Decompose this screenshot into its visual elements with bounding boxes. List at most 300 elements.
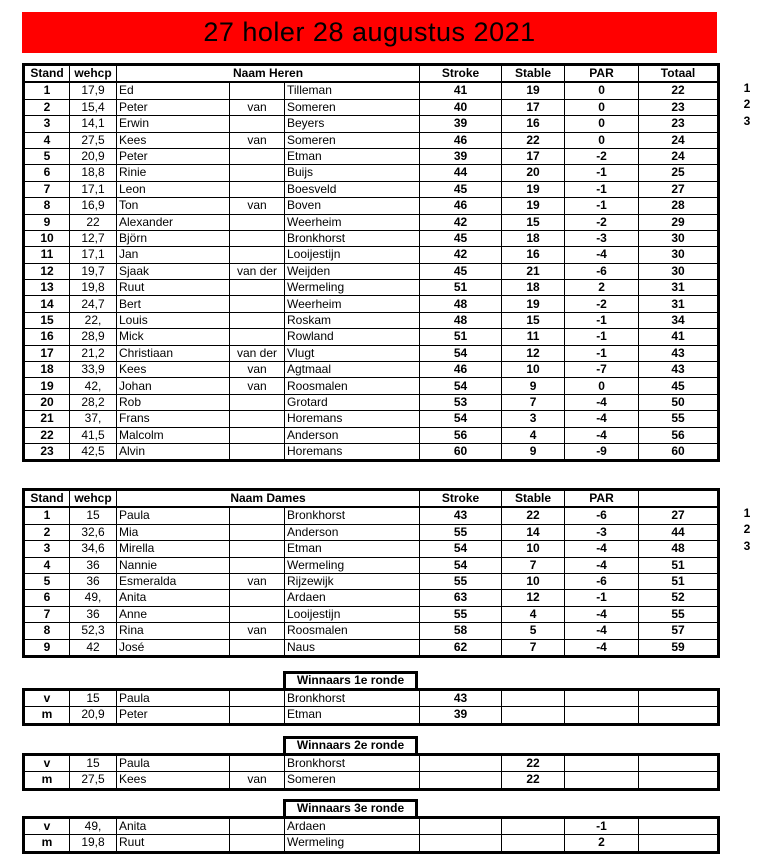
cell-last-name: Naus xyxy=(285,639,420,656)
cell-stable: 10 xyxy=(502,541,565,557)
col-header-stable: Stable xyxy=(502,490,565,508)
cell-last-name: Tilleman xyxy=(285,82,420,99)
rank-number: 2 xyxy=(743,97,751,112)
cell-stroke: 60 xyxy=(420,443,502,460)
cell-first-name: Leon xyxy=(117,181,230,197)
cell-totaal: 31 xyxy=(639,296,719,312)
cell-wehcp: 22 xyxy=(70,214,117,230)
cell-stroke: 55 xyxy=(420,573,502,589)
cell-wehcp: 12,7 xyxy=(70,230,117,246)
table-row xyxy=(24,639,719,656)
table-row xyxy=(24,606,719,622)
cell-stand: 9 xyxy=(24,214,70,230)
cell-par: -4 xyxy=(565,394,639,410)
cell-par: -1 xyxy=(565,345,639,361)
winners-round3-title-label: Winnaars 3e ronde xyxy=(296,801,405,815)
cell-first-name: Ton xyxy=(117,198,230,214)
cell-totaal: 59 xyxy=(639,639,719,656)
col-header-par: PAR xyxy=(565,65,639,83)
cell-stand: 21 xyxy=(24,411,70,427)
cell-wehcp: 33,9 xyxy=(70,362,117,378)
cell-totaal: 57 xyxy=(639,623,719,639)
cell-stable: 14 xyxy=(502,524,565,540)
cell-par: -2 xyxy=(565,296,639,312)
cell-stroke: 54 xyxy=(420,541,502,557)
cell-wehcp: 15 xyxy=(70,507,117,524)
cell-stable: 11 xyxy=(502,329,565,345)
cell-stroke: 44 xyxy=(420,165,502,181)
table-row xyxy=(24,707,719,724)
cell-stand: 17 xyxy=(24,345,70,361)
cell-last-name: Ardaen xyxy=(285,818,420,835)
cell-first-name: Christiaan xyxy=(117,345,230,361)
cell-stable: 7 xyxy=(502,394,565,410)
cell-par: -7 xyxy=(565,362,639,378)
cell-stroke xyxy=(420,835,502,852)
cell-stand: 1 xyxy=(24,507,70,524)
cell-par: -2 xyxy=(565,148,639,164)
cell-wehcp: 36 xyxy=(70,573,117,589)
col-header-naam: Naam Heren xyxy=(117,65,420,83)
cell-stroke: 39 xyxy=(420,148,502,164)
cell-first-name: Paula xyxy=(117,507,230,524)
table-row xyxy=(24,214,719,230)
cell-stable: 4 xyxy=(502,606,565,622)
cell-first-name: Mia xyxy=(117,524,230,540)
cell-last-name: Wermeling xyxy=(285,280,420,296)
cell-first-name: Peter xyxy=(117,148,230,164)
cell-stand: 2 xyxy=(24,99,70,115)
cell-stand: 5 xyxy=(24,573,70,589)
cell-last-name: Buijs xyxy=(285,165,420,181)
cell-stable: 21 xyxy=(502,263,565,279)
cell-name-prefix xyxy=(230,148,285,164)
cell-par xyxy=(565,690,639,707)
cell-par: -1 xyxy=(565,198,639,214)
cell-name-prefix xyxy=(230,507,285,524)
cell-wehcp: 28,9 xyxy=(70,329,117,345)
cell-stroke: 42 xyxy=(420,214,502,230)
cell-last-name: Horemans xyxy=(285,443,420,460)
cell-last-name: Roskam xyxy=(285,312,420,328)
cell-stand: m xyxy=(24,707,70,724)
table-row xyxy=(24,345,719,361)
cell-par: 2 xyxy=(565,835,639,852)
cell-stable: 10 xyxy=(502,362,565,378)
cell-last-name: Anderson xyxy=(285,524,420,540)
cell-first-name: Björn xyxy=(117,230,230,246)
cell-wehcp: 27,5 xyxy=(70,772,117,789)
cell-totaal: 31 xyxy=(639,280,719,296)
cell-stable: 5 xyxy=(502,623,565,639)
table-row xyxy=(24,590,719,606)
table-row xyxy=(24,263,719,279)
heren-podium-ranks xyxy=(739,80,755,129)
cell-first-name: Alexander xyxy=(117,214,230,230)
cell-last-name: Roosmalen xyxy=(285,623,420,639)
cell-last-name: Weijden xyxy=(285,263,420,279)
cell-stand: 3 xyxy=(24,541,70,557)
cell-stable: 7 xyxy=(502,639,565,656)
cell-wehcp: 41,5 xyxy=(70,427,117,443)
cell-first-name: Malcolm xyxy=(117,427,230,443)
cell-name-prefix xyxy=(230,230,285,246)
winners-round1-title xyxy=(283,671,418,688)
winners-round2-title-label: Winnaars 2e ronde xyxy=(296,738,405,752)
cell-stand: 10 xyxy=(24,230,70,246)
cell-totaal xyxy=(639,707,719,724)
cell-name-prefix xyxy=(230,82,285,99)
table-row xyxy=(24,690,719,707)
cell-par: -2 xyxy=(565,214,639,230)
cell-stroke: 54 xyxy=(420,411,502,427)
cell-last-name: Wermeling xyxy=(285,835,420,852)
table-row xyxy=(24,623,719,639)
col-header-wehcp: wehcp xyxy=(70,65,117,83)
winners-round2-table xyxy=(22,753,720,791)
cell-par: -4 xyxy=(565,557,639,573)
cell-wehcp: 14,1 xyxy=(70,116,117,132)
cell-stand: 23 xyxy=(24,443,70,460)
cell-name-prefix xyxy=(230,443,285,460)
cell-stand: 13 xyxy=(24,280,70,296)
cell-totaal: 43 xyxy=(639,345,719,361)
cell-first-name: José xyxy=(117,639,230,656)
cell-first-name: Ruut xyxy=(117,835,230,852)
heren-results-table xyxy=(22,63,720,462)
cell-totaal xyxy=(639,818,719,835)
rank-number: 2 xyxy=(743,522,751,537)
cell-stand: 9 xyxy=(24,639,70,656)
winners-round3-title xyxy=(283,799,418,816)
cell-stroke: 43 xyxy=(420,690,502,707)
cell-stable: 19 xyxy=(502,181,565,197)
cell-stroke: 63 xyxy=(420,590,502,606)
cell-name-prefix: van xyxy=(230,99,285,115)
cell-totaal: 25 xyxy=(639,165,719,181)
cell-wehcp: 42 xyxy=(70,639,117,656)
cell-wehcp: 18,8 xyxy=(70,165,117,181)
cell-stable: 12 xyxy=(502,345,565,361)
cell-stable: 22 xyxy=(502,132,565,148)
dames-podium-ranks xyxy=(739,505,755,554)
cell-par: 0 xyxy=(565,132,639,148)
cell-stand: m xyxy=(24,835,70,852)
cell-par: -4 xyxy=(565,247,639,263)
winners-round1-title-label: Winnaars 1e ronde xyxy=(296,673,405,687)
cell-stable xyxy=(502,707,565,724)
cell-stroke: 45 xyxy=(420,263,502,279)
table-row xyxy=(24,280,719,296)
cell-par: -4 xyxy=(565,427,639,443)
cell-wehcp: 17,9 xyxy=(70,82,117,99)
cell-last-name: Ardaen xyxy=(285,590,420,606)
cell-totaal: 27 xyxy=(639,181,719,197)
cell-name-prefix: van xyxy=(230,378,285,394)
cell-name-prefix xyxy=(230,639,285,656)
cell-par: -4 xyxy=(565,411,639,427)
cell-stroke: 55 xyxy=(420,606,502,622)
cell-stand: v xyxy=(24,690,70,707)
col-header-stroke: Stroke xyxy=(420,65,502,83)
cell-stroke: 54 xyxy=(420,378,502,394)
cell-par: -1 xyxy=(565,181,639,197)
cell-first-name: Rinie xyxy=(117,165,230,181)
winners-round1-table xyxy=(22,688,720,726)
table-row xyxy=(24,362,719,378)
cell-stroke xyxy=(420,772,502,789)
table-row xyxy=(24,230,719,246)
cell-name-prefix xyxy=(230,214,285,230)
cell-name-prefix: van xyxy=(230,198,285,214)
cell-stand: 3 xyxy=(24,116,70,132)
cell-last-name: Someren xyxy=(285,772,420,789)
winners-round3-table xyxy=(22,816,720,854)
cell-last-name: Bronkhorst xyxy=(285,690,420,707)
cell-stable: 19 xyxy=(502,198,565,214)
cell-par: -4 xyxy=(565,541,639,557)
table-row xyxy=(24,443,719,460)
header-row xyxy=(24,490,719,508)
cell-first-name: Ruut xyxy=(117,280,230,296)
cell-stand: 7 xyxy=(24,181,70,197)
col-header-stand: Stand xyxy=(24,65,70,83)
cell-wehcp: 32,6 xyxy=(70,524,117,540)
cell-totaal: 23 xyxy=(639,99,719,115)
cell-stable: 22 xyxy=(502,507,565,524)
cell-par: -6 xyxy=(565,507,639,524)
cell-wehcp: 49, xyxy=(70,818,117,835)
col-header-naam: Naam Dames xyxy=(117,490,420,508)
cell-last-name: Horemans xyxy=(285,411,420,427)
cell-stroke: 62 xyxy=(420,639,502,656)
table-row xyxy=(24,99,719,115)
cell-stable: 17 xyxy=(502,99,565,115)
cell-totaal: 55 xyxy=(639,411,719,427)
cell-stroke: 43 xyxy=(420,507,502,524)
cell-wehcp: 20,9 xyxy=(70,707,117,724)
cell-totaal: 43 xyxy=(639,362,719,378)
table-row xyxy=(24,573,719,589)
cell-totaal: 48 xyxy=(639,541,719,557)
cell-stable xyxy=(502,835,565,852)
cell-par: -3 xyxy=(565,524,639,540)
cell-stable: 19 xyxy=(502,82,565,99)
cell-first-name: Anita xyxy=(117,818,230,835)
cell-last-name: Bronkhorst xyxy=(285,507,420,524)
cell-first-name: Alvin xyxy=(117,443,230,460)
cell-wehcp: 19,8 xyxy=(70,835,117,852)
cell-stroke: 39 xyxy=(420,707,502,724)
cell-totaal: 30 xyxy=(639,247,719,263)
cell-stroke: 51 xyxy=(420,280,502,296)
cell-name-prefix xyxy=(230,312,285,328)
cell-first-name: Anne xyxy=(117,606,230,622)
cell-name-prefix xyxy=(230,116,285,132)
cell-stand: 12 xyxy=(24,263,70,279)
table-row xyxy=(24,411,719,427)
cell-name-prefix xyxy=(230,247,285,263)
cell-stable: 22 xyxy=(502,772,565,789)
cell-wehcp: 42, xyxy=(70,378,117,394)
table-row xyxy=(24,116,719,132)
cell-last-name: Boesveld xyxy=(285,181,420,197)
cell-stand: 6 xyxy=(24,165,70,181)
cell-last-name: Etman xyxy=(285,541,420,557)
cell-last-name: Beyers xyxy=(285,116,420,132)
cell-wehcp: 15 xyxy=(70,690,117,707)
winners-round2-title xyxy=(283,736,418,753)
cell-first-name: Nannie xyxy=(117,557,230,573)
cell-stroke xyxy=(420,755,502,772)
cell-last-name: Bronkhorst xyxy=(285,230,420,246)
cell-par: 2 xyxy=(565,280,639,296)
cell-last-name: Rowland xyxy=(285,329,420,345)
cell-last-name: Looijestijn xyxy=(285,247,420,263)
cell-stable: 7 xyxy=(502,557,565,573)
cell-totaal: 41 xyxy=(639,329,719,345)
cell-stable: 18 xyxy=(502,230,565,246)
cell-stable: 10 xyxy=(502,573,565,589)
cell-name-prefix xyxy=(230,707,285,724)
cell-stable: 16 xyxy=(502,247,565,263)
cell-name-prefix xyxy=(230,818,285,835)
cell-wehcp: 19,7 xyxy=(70,263,117,279)
cell-first-name: Anita xyxy=(117,590,230,606)
cell-totaal xyxy=(639,835,719,852)
cell-last-name: Boven xyxy=(285,198,420,214)
table-row xyxy=(24,541,719,557)
table-row xyxy=(24,772,719,789)
col-header-par: PAR xyxy=(565,490,639,508)
cell-first-name: Peter xyxy=(117,99,230,115)
cell-name-prefix xyxy=(230,427,285,443)
cell-last-name: Bronkhorst xyxy=(285,755,420,772)
table-row xyxy=(24,296,719,312)
cell-stand: m xyxy=(24,772,70,789)
cell-stand: 16 xyxy=(24,329,70,345)
cell-stable: 19 xyxy=(502,296,565,312)
cell-totaal: 27 xyxy=(639,507,719,524)
cell-totaal: 34 xyxy=(639,312,719,328)
cell-par: 0 xyxy=(565,378,639,394)
cell-first-name: Jan xyxy=(117,247,230,263)
cell-first-name: Louis xyxy=(117,312,230,328)
col-header-wehcp: wehcp xyxy=(70,490,117,508)
cell-stroke: 55 xyxy=(420,524,502,540)
cell-stable: 18 xyxy=(502,280,565,296)
cell-stable: 15 xyxy=(502,312,565,328)
cell-par: -1 xyxy=(565,165,639,181)
cell-first-name: Sjaak xyxy=(117,263,230,279)
cell-stroke xyxy=(420,818,502,835)
cell-stroke: 45 xyxy=(420,230,502,246)
table-row xyxy=(24,132,719,148)
col-header-stroke: Stroke xyxy=(420,490,502,508)
table-row xyxy=(24,835,719,852)
cell-stand: 11 xyxy=(24,247,70,263)
cell-last-name: Someren xyxy=(285,99,420,115)
cell-wehcp: 27,5 xyxy=(70,132,117,148)
col-header-totaal xyxy=(639,490,719,508)
cell-first-name: Rina xyxy=(117,623,230,639)
table-row xyxy=(24,378,719,394)
table-row xyxy=(24,755,719,772)
cell-name-prefix: van xyxy=(230,132,285,148)
cell-stable: 15 xyxy=(502,214,565,230)
table-row xyxy=(24,329,719,345)
cell-name-prefix xyxy=(230,590,285,606)
cell-name-prefix xyxy=(230,181,285,197)
cell-stand: 4 xyxy=(24,557,70,573)
table-row xyxy=(24,818,719,835)
cell-totaal: 52 xyxy=(639,590,719,606)
col-header-stand: Stand xyxy=(24,490,70,508)
cell-stable: 4 xyxy=(502,427,565,443)
cell-wehcp: 28,2 xyxy=(70,394,117,410)
cell-name-prefix: van xyxy=(230,362,285,378)
cell-stable: 9 xyxy=(502,443,565,460)
cell-name-prefix xyxy=(230,280,285,296)
cell-stroke: 42 xyxy=(420,247,502,263)
cell-name-prefix: van xyxy=(230,573,285,589)
cell-totaal: 50 xyxy=(639,394,719,410)
cell-first-name: Esmeralda xyxy=(117,573,230,589)
cell-totaal: 29 xyxy=(639,214,719,230)
cell-par xyxy=(565,772,639,789)
cell-first-name: Mirella xyxy=(117,541,230,557)
cell-last-name: Weerheim xyxy=(285,296,420,312)
cell-name-prefix: van xyxy=(230,772,285,789)
cell-totaal: 45 xyxy=(639,378,719,394)
cell-stable: 22 xyxy=(502,755,565,772)
cell-par: -6 xyxy=(565,263,639,279)
page-title: 27 holer 28 augustus 2021 xyxy=(203,17,536,47)
cell-stand: v xyxy=(24,755,70,772)
cell-stand: 5 xyxy=(24,148,70,164)
cell-name-prefix: van xyxy=(230,623,285,639)
cell-totaal: 55 xyxy=(639,606,719,622)
table-row xyxy=(24,82,719,99)
table-row xyxy=(24,507,719,524)
cell-totaal: 24 xyxy=(639,148,719,164)
cell-stroke: 56 xyxy=(420,427,502,443)
cell-first-name: Johan xyxy=(117,378,230,394)
cell-par: 0 xyxy=(565,116,639,132)
cell-name-prefix: van der xyxy=(230,345,285,361)
cell-name-prefix xyxy=(230,524,285,540)
col-header-totaal: Totaal xyxy=(639,65,719,83)
cell-totaal xyxy=(639,772,719,789)
cell-name-prefix xyxy=(230,835,285,852)
cell-par: -4 xyxy=(565,623,639,639)
cell-first-name: Paula xyxy=(117,690,230,707)
cell-last-name: Etman xyxy=(285,148,420,164)
cell-wehcp: 34,6 xyxy=(70,541,117,557)
cell-first-name: Kees xyxy=(117,772,230,789)
header-row xyxy=(24,65,719,83)
cell-totaal: 30 xyxy=(639,230,719,246)
cell-wehcp: 37, xyxy=(70,411,117,427)
cell-stand: 2 xyxy=(24,524,70,540)
cell-wehcp: 49, xyxy=(70,590,117,606)
cell-wehcp: 16,9 xyxy=(70,198,117,214)
cell-stroke: 45 xyxy=(420,181,502,197)
cell-stroke: 48 xyxy=(420,296,502,312)
cell-stable: 20 xyxy=(502,165,565,181)
cell-wehcp: 19,8 xyxy=(70,280,117,296)
cell-stroke: 46 xyxy=(420,362,502,378)
